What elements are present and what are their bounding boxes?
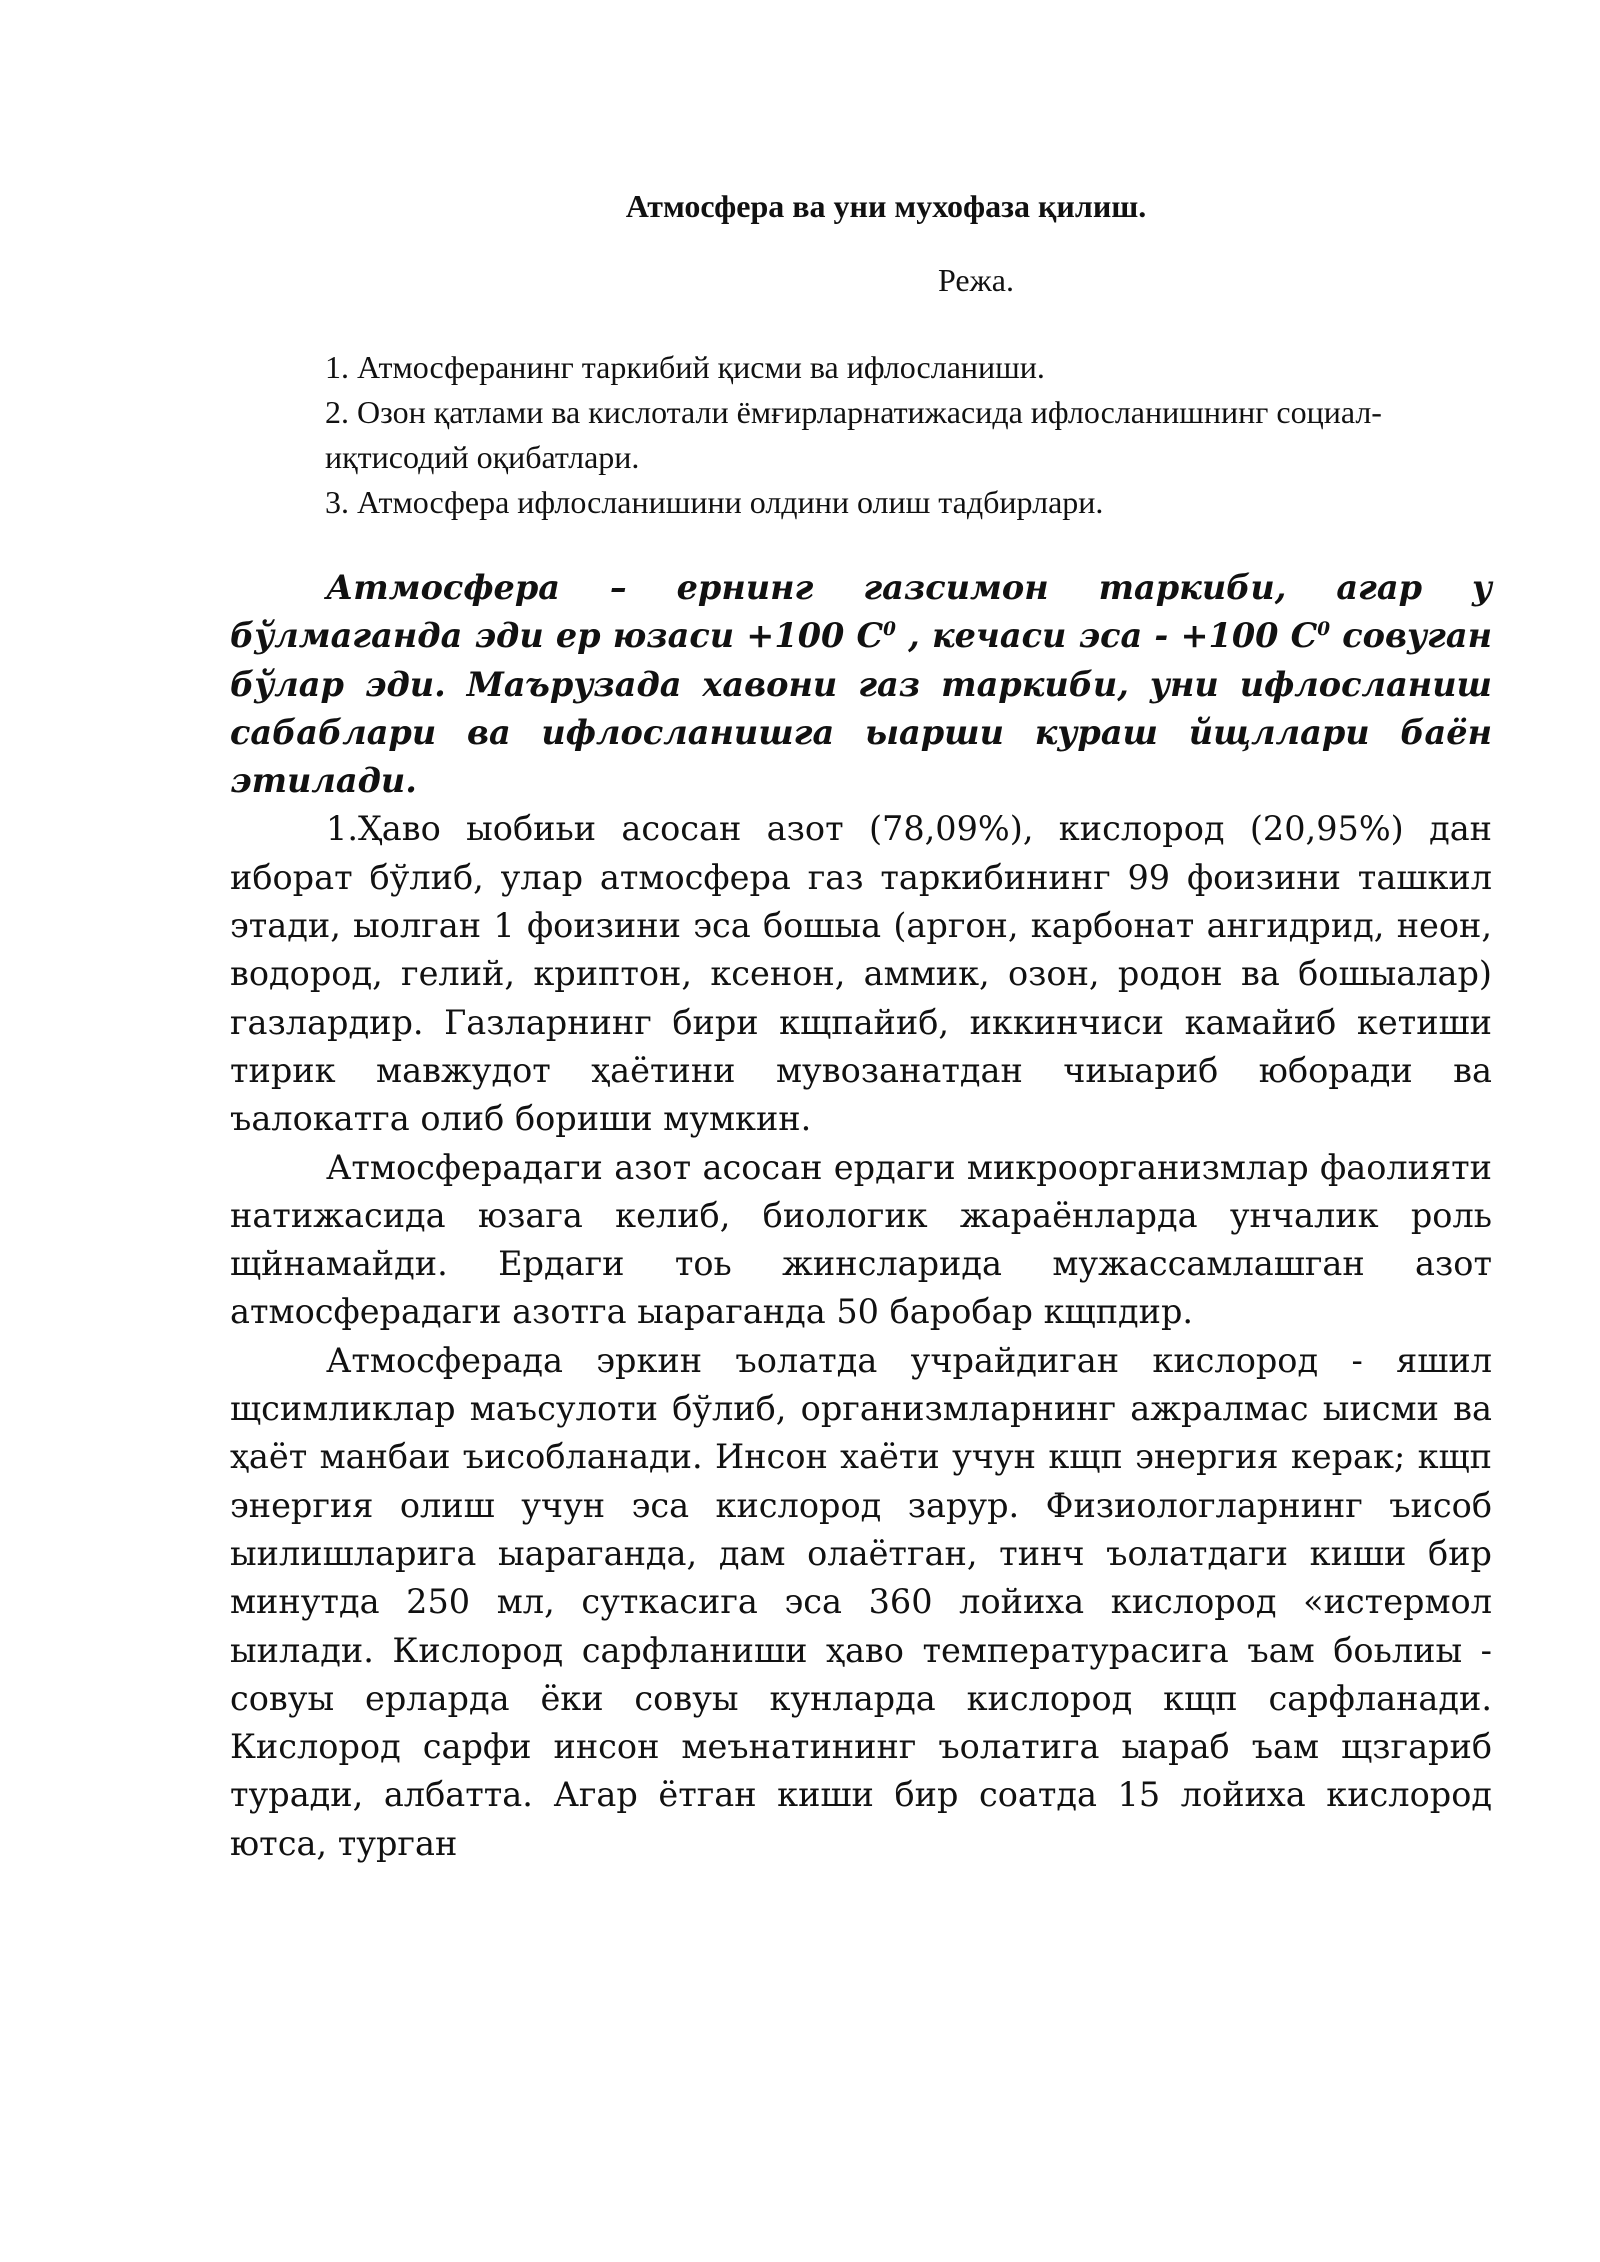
body-paragraph-oxygen: Атмосферада эркин ъолатда учрайдиган кислород - яшил щсимликлар маъсулоти бўлиб, организмларнинг ажралмас ыисми ва ҳаёт манбаи ъисобланади. Инсон хаёти учун кщп энергия керак; кщп энергия олиш учун эса кислород зарур. Физиологларнинг ъисоб ыилишларига ыараганда, дам олаётган, тинч ъолатдаги киши бир минутда 250 мл, суткасига эса 360 лойиха кислород «истермол ыилади. Кислород сарфланиши ҳаво температурасига ъам боьлиы - совуы ерларда ёки совуы кунларда кислород кщп сарфланади. Кислород сарфи инсон меънатининг ъолатига ыараб ъам щзгариб туради, албатта. Агар ётган киши бир соатда 15 лойиха кислород ютса, турган	[230, 1340, 1492, 1863]
degree-superscript: 0	[1317, 619, 1331, 641]
intro-text-part3: совуган бўлар эди. Маърузада хавони газ таркиби, уни ифлосланиш сабаблари ва ифлосланишга ыарши кураш йщллари баён этилади.	[230, 616, 1492, 801]
body-paragraph-air-composition: 1.Ҳаво ыобиьи асосан азот (78,09%), кислород (20,95%) дан иборат бўлиб, улар атмосфера газ таркибининг 99 фоизини ташкил этади, ыолган 1 фоизини эса бошыа (аргон, карбонат ангидрид, неон, водород, гелий, криптон, ксенон, аммик, озон, родон ва бошыалар) газлардир. Газларнинг бири кщпайиб, иккинчиси камайиб кетиши тирик мавжудот ҳаётини мувозанатдан чиыариб юборади ва ъалокатга олиб бориши мумкин.	[230, 809, 1492, 1139]
plan-list	[325, 345, 1495, 525]
plan-item: 3. Атмосфера ифлосланишини олдини олиш тадбирлари.	[325, 484, 1104, 520]
body-paragraph-nitrogen: Атмосферадаги азот асосан ердаги микроорганизмлар фаолияти натижасида юзага келиб, биологик жараёнларда унчалик роль щйнамайди. Ердаги тоь жинсларида мужассамлашган азот атмосферадаги азотга ыараганда 50 баробар кщпдир.	[230, 1147, 1492, 1332]
body-text	[230, 564, 1492, 1868]
intro-paragraph	[230, 564, 1492, 805]
intro-text-part2: , кечаси эса - +100 С	[895, 616, 1318, 656]
plan-item: 1. Атмосферанинг таркибий қисми ва ифлосланиши.	[325, 349, 1045, 385]
document-title: Атмосфера ва уни мухофаза қилиш.	[625, 188, 1147, 224]
plan-item: 2. Озон қатлами ва кислотали ёмғирларнатижасида ифлосланишнинг социал-иқтисодий оқибатлари.	[325, 394, 1382, 475]
plan-heading: Режа.	[938, 262, 1014, 298]
intro-text-part1: Атмосфера – ернинг газсимон таркиби, агар у бўлмаганда эди ер юзаси +100 С	[230, 568, 1492, 656]
degree-superscript: 0	[883, 619, 896, 641]
